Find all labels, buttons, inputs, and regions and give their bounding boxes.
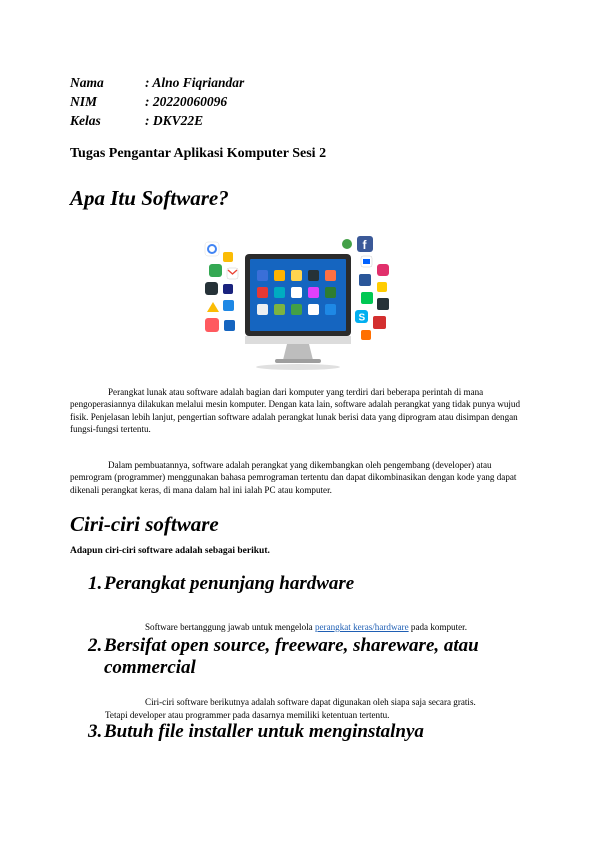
list-item-heading	[88, 721, 528, 743]
paypal-icon	[224, 320, 235, 331]
app-tile-icon	[291, 270, 302, 281]
list-item-text	[145, 621, 467, 634]
meta-row-nim	[70, 92, 244, 111]
floating-app-icons-left	[205, 242, 238, 332]
meta-key: Kelas	[70, 113, 101, 128]
maps-icon	[209, 264, 222, 277]
app-tile-icon	[291, 287, 302, 298]
list-title: Butuh file installer untuk menginstalnya	[104, 721, 424, 742]
list-number: 2.	[88, 635, 103, 656]
characteristics-intro: Adapun ciri-ciri software adalah sebagai berikut.	[70, 546, 270, 556]
word-icon	[359, 274, 371, 286]
student-info	[70, 73, 244, 130]
drive-icon	[207, 302, 219, 312]
list-item-text: Ciri-ciri software berikutnya adalah software dapat digunakan oleh siapa saja secara gratis.	[145, 697, 476, 707]
instagram-icon	[377, 264, 389, 276]
list-item-heading	[88, 573, 528, 595]
vlc-icon	[361, 330, 371, 340]
section-heading-characteristics: Ciri-ciri software	[70, 512, 219, 536]
meta-value: : DKV22E	[145, 113, 204, 128]
list-number: 3.	[88, 721, 103, 742]
photoshop-icon	[223, 284, 233, 294]
acrobat-icon	[373, 316, 386, 329]
text-after-link: pada komputer.	[408, 622, 467, 632]
monitor-stand	[283, 344, 313, 360]
list-item-heading	[88, 635, 528, 679]
list-number: 1.	[88, 573, 103, 594]
airbnb-icon	[205, 318, 219, 332]
appstore-icon	[223, 300, 234, 311]
snapchat-icon	[377, 282, 387, 292]
app-tile-icon	[274, 287, 285, 298]
app-tile-icon	[291, 304, 302, 315]
paragraph-software-definition: Perangkat lunak atau software adalah bagian dari komputer yang terdiri dari beberapa perintah di mana pengoperasiannya dilakukan melalui mesin komputer. Dengan kata lain, software adalah perangkat yang tidak punya wujud fisik. Penjelasan lebih lanjut, pengertian software adalah perangkat lunak berisi data yang diprogram atau disimpan dengan fungsi-fungsi tertentu.	[70, 387, 520, 434]
app-tile-icon	[257, 270, 268, 281]
hardware-link[interactable]: perangkat keras/hardware	[314, 622, 409, 632]
meta-key: Nama	[70, 75, 104, 90]
section-heading-what-is-software: Apa Itu Software?	[70, 186, 229, 210]
list-item-text: Tetapi developer atau programmer pada dasarnya memiliki ketentuan tertentu.	[105, 710, 390, 720]
app-tile-icon	[308, 304, 319, 315]
app-tile-icon	[274, 270, 285, 281]
camera-icon	[205, 282, 218, 295]
skype-glyph: S	[358, 312, 366, 324]
text-before-link: Software bertanggung jawab untuk mengelola	[145, 622, 315, 632]
software-illustration	[195, 232, 400, 372]
whatsapp-icon	[361, 292, 373, 304]
shadow-ellipse	[256, 364, 340, 370]
apple-icon	[377, 298, 389, 310]
app-tile-icon	[257, 304, 268, 315]
dropbox-mark	[363, 259, 370, 264]
app-tile-icon	[325, 304, 336, 315]
meta-key: NIM	[70, 94, 98, 109]
app-tile-icon	[257, 287, 268, 298]
keep-icon	[223, 252, 233, 262]
document-title: Tugas Pengantar Aplikasi Komputer Sesi 2	[70, 146, 327, 161]
app-tile-icon	[325, 287, 336, 298]
monitor-chin	[245, 336, 351, 344]
list-title: Bersifat open source, freeware, shareware, atau commercial	[104, 635, 479, 678]
meta-value: : 20220060096	[145, 94, 228, 109]
phone-icon	[342, 239, 352, 249]
app-tile-icon	[325, 270, 336, 281]
meta-value: : Alno Fiqriandar	[145, 75, 245, 90]
meta-row-name	[70, 73, 244, 92]
meta-row-class	[70, 111, 244, 130]
app-tile-icon	[308, 287, 319, 298]
monitor-base	[275, 359, 321, 363]
list-title: Perangkat penunjang hardware	[104, 573, 355, 594]
facebook-glyph: f	[362, 238, 367, 252]
app-tile-icon	[274, 304, 285, 315]
app-tile-icon	[308, 270, 319, 281]
paragraph-software-development: Dalam pembuatannya, software adalah perangkat yang dikembangkan oleh pengembang (developer) atau pemrogram (programmer) menggunakan bahasa pemrograman tertentu dan dapat dikombinasikan dengan kode yang dapat dikenali perangkat keras, di mana dalam hal ini ialah PC atau komputer.	[70, 460, 517, 495]
